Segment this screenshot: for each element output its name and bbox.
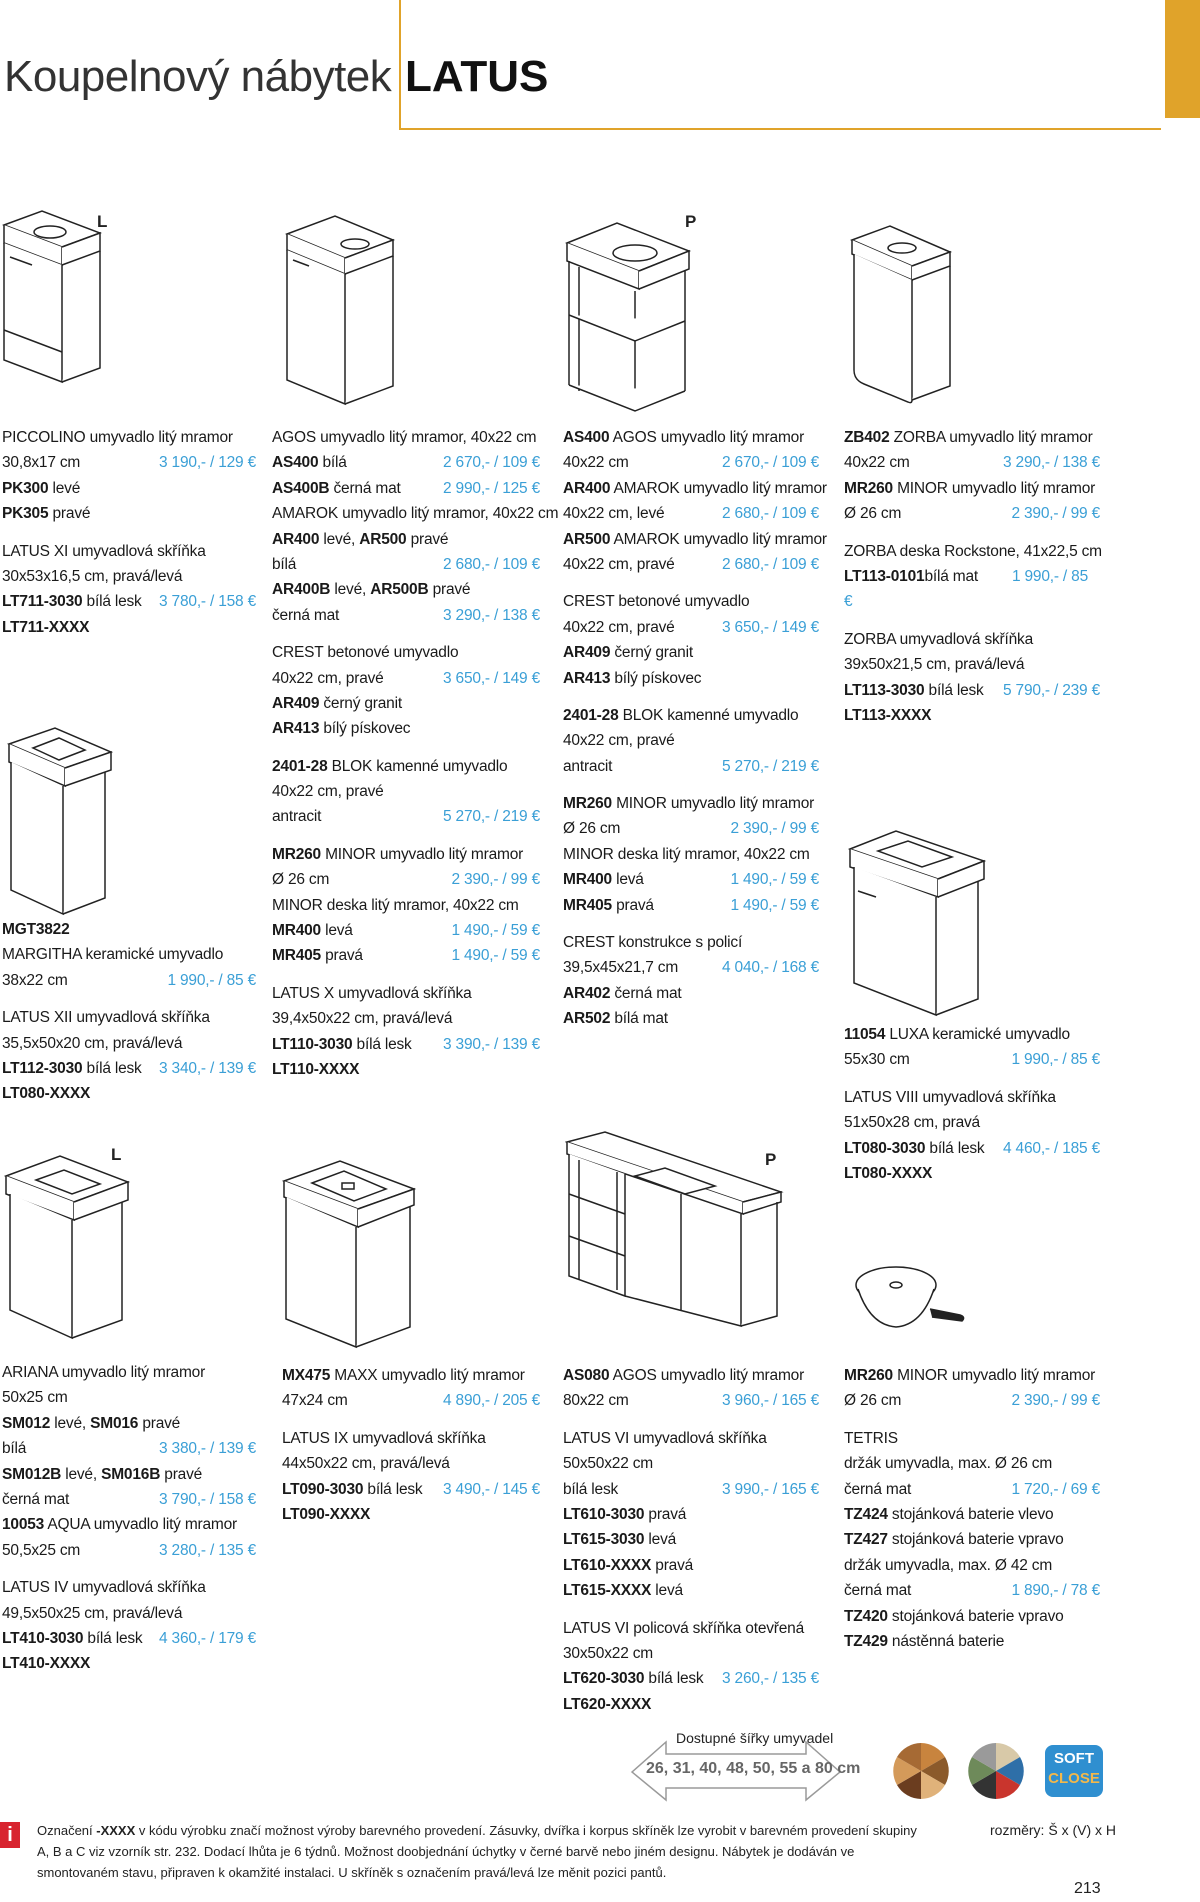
text: stojánková baterie vlevo <box>887 1505 1054 1523</box>
price: 4 460,- / 185 € <box>1003 1139 1100 1157</box>
text: MINOR umyvadlo litý mramor <box>892 1367 1096 1384</box>
text: levá <box>651 1582 683 1600</box>
text: LATUS IX umyvadlová skříňka <box>282 1429 486 1447</box>
code: MR405 <box>563 896 612 914</box>
text: levé <box>48 479 81 497</box>
code: LT620-XXXX <box>563 1695 652 1713</box>
right-label: P <box>685 212 697 231</box>
text: 30,8x17 cm <box>2 454 81 472</box>
price-currency: € <box>844 593 853 611</box>
code: SM012 <box>2 1414 51 1432</box>
text: 40x22 cm, pravé <box>563 618 675 636</box>
text: CREST konstrukce s policí <box>563 934 743 952</box>
note-text: Označení <box>37 1823 97 1838</box>
price: 1 490,- / 59 € <box>730 896 819 914</box>
price: 3 780,- / 158 € <box>159 593 256 611</box>
console-illustration <box>565 215 705 415</box>
cabinet-illustration <box>848 825 988 1025</box>
price: 1 720,- / 69 € <box>1011 1480 1100 1498</box>
text: levá <box>611 871 644 889</box>
code: LT410-3030 <box>2 1629 84 1647</box>
text: LATUS XI umyvadlová skříňka <box>2 542 206 560</box>
price: 1 890,- / 78 € <box>1011 1582 1100 1600</box>
text: 40x22 cm, pravé <box>272 783 384 801</box>
text: BLOK kamenné umyvadlo <box>327 757 508 775</box>
text: 30x50x22 cm <box>563 1644 653 1662</box>
text: Ø 26 cm <box>844 505 902 523</box>
code: LT113-3030 <box>844 681 925 699</box>
text: AQUA umyvadlo litý mramor <box>44 1516 238 1534</box>
price: 4 040,- / 168 € <box>722 959 819 977</box>
cabinet-illustration <box>2 1150 132 1350</box>
text: 40x22 cm, pravé <box>272 669 384 687</box>
text: ARIANA umyvadlo litý mramor <box>2 1364 206 1381</box>
text: ZORBA umyvadlová skříňka <box>844 630 1034 648</box>
price: 3 390,- / 139 € <box>443 1035 540 1053</box>
text: pravá <box>651 1556 694 1574</box>
code: LT090-3030 <box>282 1480 364 1498</box>
text: bílá lesk <box>563 1480 619 1498</box>
text: pravá <box>611 896 654 914</box>
code: LT090-XXXX <box>282 1505 371 1523</box>
code: MR405 <box>272 947 321 965</box>
price: 1 990,- / 85 € <box>1011 1051 1100 1069</box>
text: LATUS VI umyvadlová skříňka <box>563 1429 767 1447</box>
text: antracit <box>272 808 322 826</box>
text: černý granit <box>610 644 693 662</box>
text: ZORBA umyvadlo litý mramor <box>889 429 1093 446</box>
soft-close-badge <box>1045 1745 1103 1797</box>
code: AR502 <box>563 1010 611 1028</box>
text: černá mat <box>2 1490 70 1508</box>
code: MR260 <box>563 795 612 813</box>
text: levé, <box>330 581 371 599</box>
code: MR400 <box>272 922 321 940</box>
price: 3 280,- / 135 € <box>159 1541 256 1559</box>
price: 1 990,- / 85 € <box>167 971 256 989</box>
price: 3 790,- / 158 € <box>159 1490 256 1508</box>
text: 40x22 cm <box>844 454 910 472</box>
code: MR260 <box>844 1367 893 1384</box>
text: MINOR deska litý mramor, 40x22 cm <box>272 896 519 914</box>
code: PK305 <box>2 505 49 523</box>
note-text: v kódu výrobku značí možnost výroby barevného provedení. Zásuvky, dvířka i korpus skříněk lze vyrobit v barevném provedení skupiny A, B a C viz vzorník str. 232. Dodací lhůta je 6 týdnů. Možnost doobjednání úchytky v černé barvě nebo jiném designu. Nábytek je dodáván ve smontovaném stavu, připraven k okamžité instalaci. U skříněk s označením pravá/levá lze měnit pozici pantů. <box>37 1823 917 1880</box>
code: TZ427 <box>844 1531 888 1549</box>
text: držák umyvadla, max. Ø 42 cm <box>844 1556 1053 1574</box>
page-title: Koupelnový nábytek <box>4 52 392 101</box>
code: 2401-28 <box>272 757 328 775</box>
text: 40x22 cm <box>563 454 629 472</box>
text: stojánková baterie vpravo <box>887 1607 1064 1625</box>
page-title-brand: LATUS <box>405 52 549 101</box>
price: 3 490,- / 145 € <box>443 1480 540 1498</box>
text: pravá <box>644 1505 687 1523</box>
vanity-illustration <box>565 1130 785 1330</box>
text: bílá mat <box>610 1010 668 1028</box>
text: 35,5x50x20 cm, pravá/levá <box>2 1034 183 1052</box>
page-header <box>0 0 1200 140</box>
text: černá mat <box>844 1582 912 1600</box>
code: AS080 <box>563 1367 610 1384</box>
price: 1 990,- / 85 <box>1011 567 1088 585</box>
price: 5 270,- / 219 € <box>722 757 819 775</box>
product-block <box>272 425 559 1082</box>
text: levé, <box>319 530 360 548</box>
text: 55x30 cm <box>844 1051 910 1069</box>
text: 40x22 cm, pravé <box>563 732 675 750</box>
price: 5 270,- / 219 € <box>443 808 540 826</box>
product-block <box>844 1363 1100 1654</box>
product-block <box>563 1363 819 1717</box>
text: pravé <box>48 505 91 523</box>
code: MR260 <box>844 479 893 497</box>
text: AMAROK umyvadlo litý mramor <box>610 530 827 548</box>
text: bílá <box>2 1440 27 1458</box>
price: 1 490,- / 59 € <box>451 922 540 940</box>
code: LT620-3030 <box>563 1670 645 1688</box>
price: 3 380,- / 139 € <box>159 1440 256 1458</box>
text: pravé <box>406 530 449 548</box>
price: 3 960,- / 165 € <box>722 1392 819 1410</box>
text: MINOR umyvadlo litý mramor <box>892 479 1096 497</box>
code: LT410-XXXX <box>2 1655 91 1673</box>
text: TETRIS <box>844 1429 898 1447</box>
price: 4 360,- / 179 € <box>159 1629 256 1647</box>
code: AS400 <box>563 429 610 446</box>
cabinet-illustration <box>282 1155 422 1355</box>
text: LATUS VI policová skříňka otevřená <box>563 1619 805 1637</box>
price: 3 990,- / 165 € <box>722 1480 819 1498</box>
text: CREST betonové umyvadlo <box>272 644 459 662</box>
text: LATUS XII umyvadlová skříňka <box>2 1009 210 1027</box>
cabinet-illustration <box>850 220 970 410</box>
text: 49,5x50x25 cm, pravá/levá <box>2 1604 183 1622</box>
text: LATUS VIII umyvadlová skříňka <box>844 1088 1056 1106</box>
text: 50,5x25 cm <box>2 1541 81 1559</box>
code: LT711-3030 <box>2 593 83 611</box>
text: Ø 26 cm <box>844 1392 902 1410</box>
text: bílá lesk <box>644 1670 704 1688</box>
cabinet-illustration <box>285 210 425 410</box>
text: Ø 26 cm <box>563 820 621 838</box>
text: 39x50x21,5 cm, pravá/levá <box>844 656 1025 674</box>
price: 2 990,- / 125 € <box>443 479 540 497</box>
text: 51x50x28 cm, pravá <box>844 1114 980 1132</box>
code: TZ424 <box>844 1505 888 1523</box>
code: MGT3822 <box>2 921 70 938</box>
color-swatch-icon <box>965 1740 1027 1802</box>
text: bílá lesk <box>83 1629 143 1647</box>
code: MR400 <box>563 871 612 889</box>
code: AR400 <box>563 479 611 497</box>
code: SM016 <box>90 1414 139 1432</box>
code: AS400 <box>272 454 319 472</box>
code: AS400B <box>272 479 330 497</box>
text: pravá <box>320 947 363 965</box>
code: LT110-XXXX <box>272 1060 360 1078</box>
cabinet-illustration <box>5 720 115 930</box>
text: levé, <box>50 1414 91 1432</box>
text: bílá lesk <box>82 593 142 611</box>
text: 50x50x22 cm <box>563 1455 653 1473</box>
code: LT110-3030 <box>272 1035 353 1053</box>
price: 1 490,- / 59 € <box>451 947 540 965</box>
price: 3 290,- / 138 € <box>1003 454 1100 472</box>
text: LATUS IV umyvadlová skříňka <box>2 1579 206 1597</box>
code: LT610-3030 <box>563 1505 645 1523</box>
price: 3 190,- / 129 € <box>159 454 256 472</box>
cabinet-illustration <box>2 205 102 405</box>
code: AR500 <box>563 530 611 548</box>
widths-text: 26, 31, 40, 48, 50, 55 a 80 cm <box>646 1760 861 1777</box>
text: MINOR deska litý mramor, 40x22 cm <box>563 845 810 863</box>
text: černá mat <box>610 984 682 1002</box>
code: 10053 <box>2 1516 45 1534</box>
code: LT113-0101 <box>844 567 925 585</box>
text: černá mat <box>844 1480 912 1498</box>
text: levá <box>320 922 353 940</box>
code: LT113-XXXX <box>844 706 932 724</box>
left-label: L <box>111 1145 122 1164</box>
text: MINOR umyvadlo litý mramor <box>320 845 524 863</box>
close-label: CLOSE <box>1048 1770 1100 1787</box>
code: PK300 <box>2 479 49 497</box>
text: 80x22 cm <box>563 1392 629 1410</box>
price: 3 650,- / 149 € <box>722 618 819 636</box>
code: TZ420 <box>844 1607 888 1625</box>
code: MR260 <box>272 845 321 863</box>
code: LT112-3030 <box>2 1059 83 1077</box>
text: MINOR umyvadlo litý mramor <box>611 795 815 813</box>
code: AR400 <box>272 530 320 548</box>
price: 1 490,- / 59 € <box>730 871 819 889</box>
info-icon: i <box>0 1822 20 1848</box>
product-block <box>2 425 256 640</box>
text: bílá lesk <box>363 1480 423 1498</box>
text: AMAROK umyvadlo litý mramor, 40x22 cm <box>272 505 559 523</box>
text: LATUS X umyvadlová skříňka <box>272 984 472 1002</box>
text: PICCOLINO umyvadlo litý mramor <box>2 429 233 446</box>
code: TZ429 <box>844 1632 888 1650</box>
accent-tab <box>1165 0 1200 118</box>
code: 11054 <box>844 1026 886 1043</box>
product-block <box>2 917 256 1107</box>
text: LUXA keramické umyvadlo <box>885 1026 1070 1043</box>
wood-swatch-icon <box>890 1740 952 1802</box>
price: 2 390,- / 99 € <box>730 820 819 838</box>
code: SM012B <box>2 1465 62 1483</box>
code: LT610-XXXX <box>563 1556 652 1574</box>
price: 2 680,- / 109 € <box>722 555 819 573</box>
product-block <box>2 1360 256 1677</box>
dimensions-legend: rozměry: Š x (V) x H <box>990 1822 1117 1838</box>
code: AR409 <box>563 644 611 662</box>
text: 44x50x22 cm, pravá/levá <box>282 1455 450 1473</box>
text: bílá lesk <box>352 1035 412 1053</box>
note-code: -XXXX <box>96 1823 136 1838</box>
text: bílá <box>272 555 297 573</box>
code: LT711-XXXX <box>2 618 90 636</box>
left-label: L <box>97 212 108 231</box>
price: 4 890,- / 205 € <box>443 1392 540 1410</box>
price: 3 260,- / 135 € <box>722 1670 819 1688</box>
code: LT080-3030 <box>844 1139 926 1157</box>
price: 3 650,- / 149 € <box>443 669 540 687</box>
text: černý granit <box>319 694 402 712</box>
code: 2401-28 <box>563 706 619 724</box>
text: MARGITHA keramické umyvadlo <box>2 946 224 964</box>
text: bílý pískovec <box>319 720 411 738</box>
text: CREST betonové umyvadlo <box>563 593 750 611</box>
product-block <box>282 1363 540 1527</box>
price: 2 680,- / 109 € <box>443 555 540 573</box>
text: levé, <box>61 1465 102 1483</box>
text: 47x24 cm <box>282 1392 348 1410</box>
text: MAXX umyvadlo litý mramor <box>330 1367 525 1384</box>
text: 40x22 cm, levé <box>563 505 665 523</box>
text: 39,5x45x21,7 cm <box>563 959 679 977</box>
text: Ø 26 cm <box>272 871 330 889</box>
text: 38x22 cm <box>2 971 68 989</box>
text: pravé <box>138 1414 181 1432</box>
text: držák umyvadla, max. Ø 26 cm <box>844 1455 1053 1473</box>
text: AGOS umyvadlo litý mramor <box>609 429 805 446</box>
text: 39,4x50x22 cm, pravá/levá <box>272 1010 453 1028</box>
widths-title: Dostupné šířky umyvadel <box>676 1730 834 1746</box>
code: LT615-3030 <box>563 1531 645 1549</box>
code: AR413 <box>563 669 611 687</box>
text: bílá lesk <box>925 1139 985 1157</box>
text: bílý pískovec <box>610 669 702 687</box>
text: černá mat <box>329 479 401 497</box>
text: BLOK kamenné umyvadlo <box>618 706 799 724</box>
product-block <box>844 425 1100 728</box>
text: bílá lesk <box>82 1059 142 1077</box>
code: ZB402 <box>844 429 890 446</box>
code: AR500 <box>359 530 407 548</box>
text: AMAROK umyvadlo litý mramor <box>610 479 827 497</box>
code: SM016B <box>101 1465 161 1483</box>
code: LT080-XXXX <box>844 1164 933 1182</box>
text: bílá lesk <box>924 681 984 699</box>
text: nástěnná baterie <box>887 1632 1005 1650</box>
code: LT080-XXXX <box>2 1085 91 1103</box>
product-block <box>844 1022 1100 1186</box>
price: 2 670,- / 109 € <box>722 454 819 472</box>
text: bílá <box>318 454 347 472</box>
price: 2 390,- / 99 € <box>451 871 540 889</box>
code: AR409 <box>272 694 320 712</box>
text: AGOS umyvadlo litý mramor, 40x22 cm <box>272 429 537 446</box>
text: antracit <box>563 757 613 775</box>
price: 3 290,- / 138 € <box>443 606 540 624</box>
text: pravé <box>428 581 471 599</box>
code: MX475 <box>282 1367 331 1384</box>
price: 2 680,- / 109 € <box>722 505 819 523</box>
text: 40x22 cm, pravé <box>563 555 675 573</box>
code: AR500B <box>370 581 429 599</box>
price: 2 390,- / 99 € <box>1011 1392 1100 1410</box>
text: 50x25 cm <box>2 1389 68 1407</box>
code: AR413 <box>272 720 320 738</box>
price: 2 390,- / 99 € <box>1011 505 1100 523</box>
page-number: 213 <box>1074 1880 1101 1897</box>
footer-note <box>37 1820 917 1883</box>
price: 2 670,- / 109 € <box>443 454 540 472</box>
text: bílá mat <box>924 567 978 585</box>
text: 30x53x16,5 cm, pravá/levá <box>2 567 183 585</box>
text: ZORBA deska Rockstone, 41x22,5 cm <box>844 542 1102 560</box>
code: AR400B <box>272 581 331 599</box>
code: LT615-XXXX <box>563 1582 652 1600</box>
text: černá mat <box>272 606 340 624</box>
product-block <box>563 425 827 1032</box>
basin-holder-illustration <box>850 1255 970 1340</box>
text: levá <box>644 1531 677 1549</box>
price: 5 790,- / 239 € <box>1003 681 1100 699</box>
code: AR402 <box>563 984 611 1002</box>
soft-label: SOFT <box>1054 1750 1094 1767</box>
price: 3 340,- / 139 € <box>159 1059 256 1077</box>
text: AGOS umyvadlo litý mramor <box>609 1367 805 1384</box>
text: pravé <box>160 1465 203 1483</box>
right-label: P <box>765 1150 777 1169</box>
text: stojánková baterie vpravo <box>887 1531 1064 1549</box>
